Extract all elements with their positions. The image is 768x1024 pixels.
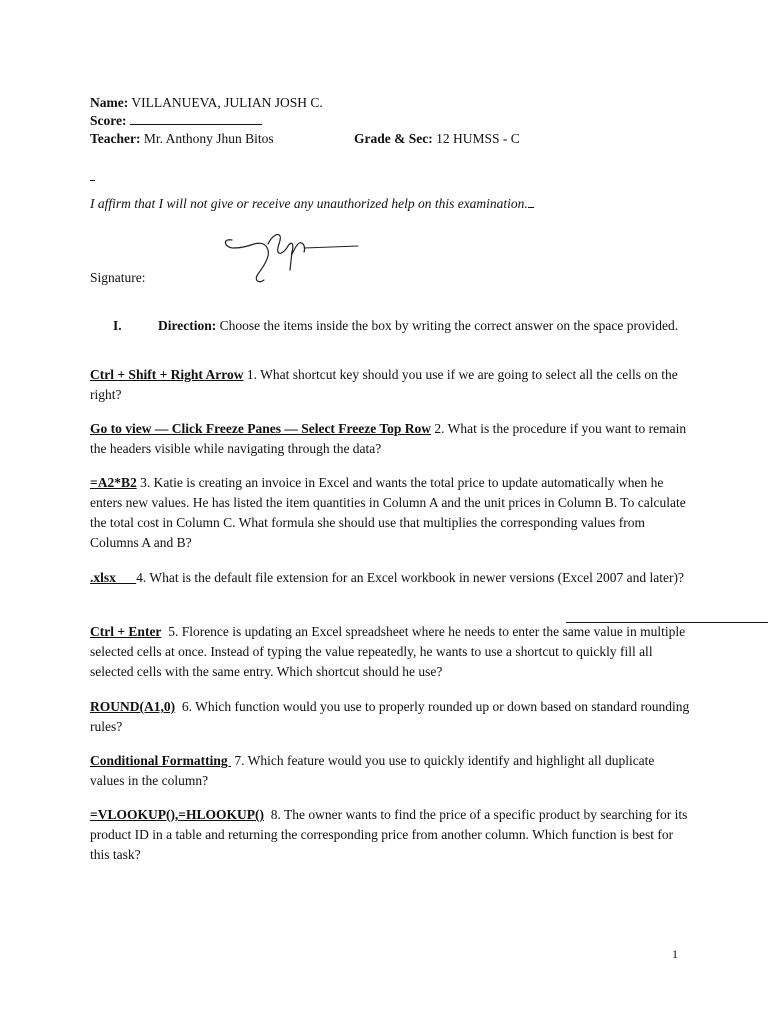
signature-label: Signature: (90, 270, 146, 285)
question-5 (90, 622, 690, 682)
question-8-text: 8. The owner wants to find the price of a specific product by searching for its product ID in a table and returning the corresponding price from another column. Which function is best for this task? (90, 807, 691, 862)
question-7-text: 7. Which feature would you use to quickly identify and highlight all duplicate values in the column? (90, 753, 655, 788)
teacher-line (90, 129, 274, 149)
grade-value: 12 HUMSS - C (436, 131, 520, 146)
question-6 (90, 697, 693, 737)
question-3-text: 3. Katie is creating an invoice in Excel and wants the total price to update automatically when he enters new values. He has listed the item quantities in Column A and the unit prices in Column B. To calculate the total cost in Column C. What formula she should use that multiplies the corresponding values from Columns A and B? (90, 475, 686, 550)
question-4 (90, 568, 690, 588)
score-label: Score: (90, 113, 127, 128)
signature-image (218, 222, 388, 288)
answer-6: ROUND(A1,0) (90, 699, 176, 714)
question-7 (90, 751, 690, 791)
affirmation-statement: I affirm that I will not give or receive any unauthorized help on this examination. (90, 196, 528, 211)
name-value: VILLANUEVA, JULIAN JOSH C. (131, 95, 323, 110)
score-blank (130, 112, 262, 125)
name-label: Name: (90, 95, 129, 110)
grade-line (354, 129, 520, 149)
question-1 (90, 365, 690, 405)
question-4-text: 4. What is the default file extension for an Excel workbook in newer versions (Excel 2007 and later)? (136, 570, 684, 585)
teacher-label: Teacher: (90, 131, 141, 146)
score-line (90, 111, 262, 131)
question-2 (90, 419, 690, 459)
grade-label: Grade & Sec: (354, 131, 433, 146)
small-dash (90, 180, 95, 181)
name-line (90, 93, 323, 113)
answer-2: Go to view — Click Freeze Panes — Select Freeze Top Row (90, 421, 432, 436)
answer-7: Conditional Formatting (90, 753, 232, 768)
question-6-text: 6. Which function would you use to properly rounded up or down based on standard rounding rules? (90, 699, 693, 734)
answer-1: Ctrl + Shift + Right Arrow (90, 367, 244, 382)
affirmation-text (90, 194, 534, 214)
answer-8: =VLOOKUP(),=HLOOKUP() (90, 807, 264, 822)
section-number (113, 316, 122, 336)
question-3 (90, 473, 690, 553)
section-number-text: I. (113, 318, 122, 333)
direction-label: Direction: (158, 318, 217, 333)
direction-text: Choose the items inside the box by writing the correct answer on the space provided. (219, 318, 679, 333)
question-8 (90, 805, 690, 865)
answer-4: .xlsx (90, 570, 137, 585)
question-5-text: 5. Florence is updating an Excel spreadsheet where he needs to enter the same value in multiple selected cells at once. Instead of typing the value repeatedly, he wants to use a shortcut to quickly fill all selected cells with the same entry. Which shortcut should he use? (90, 624, 689, 679)
page-number: 1 (672, 947, 678, 961)
teacher-value: Mr. Anthony Jhun Bitos (143, 131, 274, 146)
answer-3: =A2*B2 (90, 475, 137, 490)
answer-5: Ctrl + Enter (90, 624, 162, 639)
question-1-text: 1. What shortcut key should you use if we are going to select all the cells on the right? (90, 367, 678, 402)
question-2-text: 2. What is the procedure if you want to remain the headers visible while navigating through the data? (90, 421, 687, 456)
direction-paragraph (158, 316, 690, 336)
